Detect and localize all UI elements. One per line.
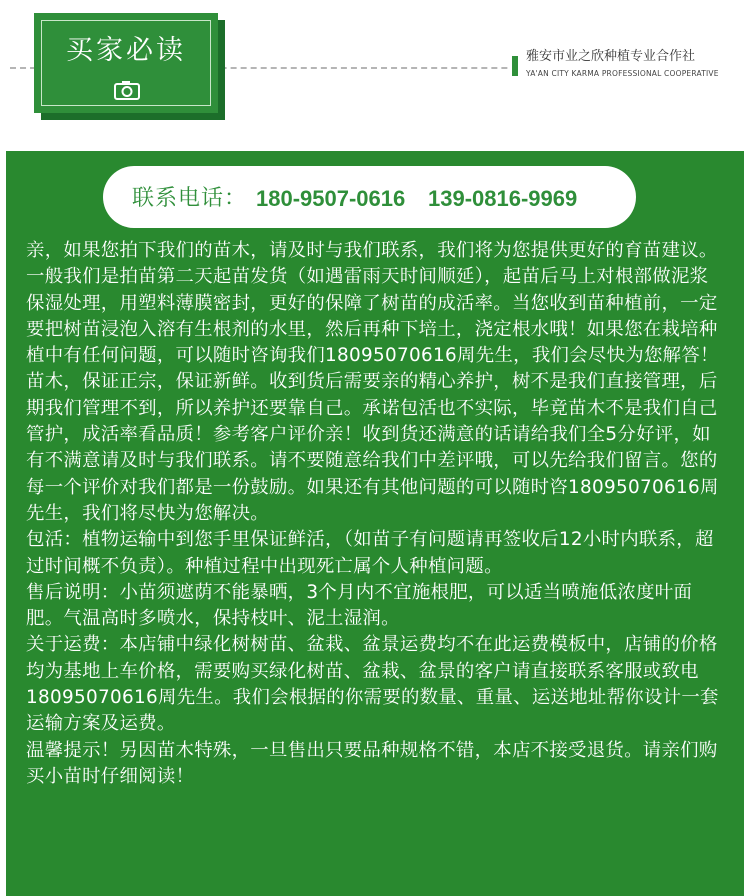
phone-number-1: 180-9507-0616 bbox=[256, 186, 406, 211]
phone-number-2: 139-0816-9969 bbox=[428, 186, 578, 211]
paragraph-guarantee: 苗木，保证正宗，保证新鲜。收到货后需要亲的精心养护，树不是我们直接管理，后期我们管理不到，所以养护还要靠自己。承诺包活也不实际，毕竟苗木不是我们自己管护，成活率看品质！参考客户评价亲！收到货还满意的话请给我们全5分好评，如有不满意请及时与我们联系。请不要随意给我们中差评哦，可以先给我们留言。您的每一个评价对我们都是一份鼓励。如果还有其他问题的可以随时咨18095070616周先生，我们将尽快为您解决。 bbox=[26, 371, 719, 524]
paragraph-survival: 包活：植物运输中到您手里保证鲜活，（如苗子有问题请再签收后12小时内联系，超过时间概不负责）。种植过程中出现死亡属个人种植问题。 bbox=[26, 529, 714, 577]
notice-text bbox=[26, 238, 726, 790]
paragraph-reminder: 温馨提示！另因苗木特殊，一旦售出只要品种规格不错，本店不接受退货。请亲们购买小苗时仔细阅读！ bbox=[26, 739, 718, 787]
paragraph-intro: 亲，如果您拍下我们的苗木，请及时与我们联系，我们将为您提供更好的育苗建议。一般我们是拍苗第二天起苗发货（如遇雷雨天时间顺延），起苗后马上对根部做泥浆保湿处理，用塑料薄膜密封，更好的保障了树苗的成活率。当您收到苗种植前，一定要把树苗浸泡入溶有生根剂的水里，然后再种下培土，浇定根水哦！如果您在栽培种植中有任何问题，可以随时咨询我们18095070616周先生，我们会尽快为您解答！ bbox=[26, 240, 719, 367]
paragraph-after-sales: 售后说明：小苗须遮荫不能暴晒，3个月内不宜施根肥，可以适当喷施低浓度叶面肥。气温高时多喷水，保持枝叶、泥土湿润。 bbox=[26, 581, 693, 630]
camera-icon bbox=[114, 80, 140, 100]
brand-accent-bar bbox=[512, 56, 518, 76]
brand-name-english: YA'AN CITY KARMA PROFESSIONAL COOPERATIVE bbox=[526, 69, 719, 78]
paragraph-shipping: 关于运费：本店铺中绿化树树苗、盆栽、盆景运费均不在此运费模板中，店铺的价格均为基地上车价格，需要购买绿化树苗、盆栽、盆景的客户请直接联系客服或致电18095070616周先生。我们会根据的你需要的数量、重量、运送地址帮你设计一套运输方案及运费。 bbox=[26, 634, 719, 735]
contact-label: 联系电话： bbox=[132, 186, 248, 211]
brand-name: 雅安市业之欣种植专业合作社 bbox=[526, 49, 696, 64]
header bbox=[0, 0, 750, 150]
page-title: 买家必读 bbox=[66, 35, 186, 66]
